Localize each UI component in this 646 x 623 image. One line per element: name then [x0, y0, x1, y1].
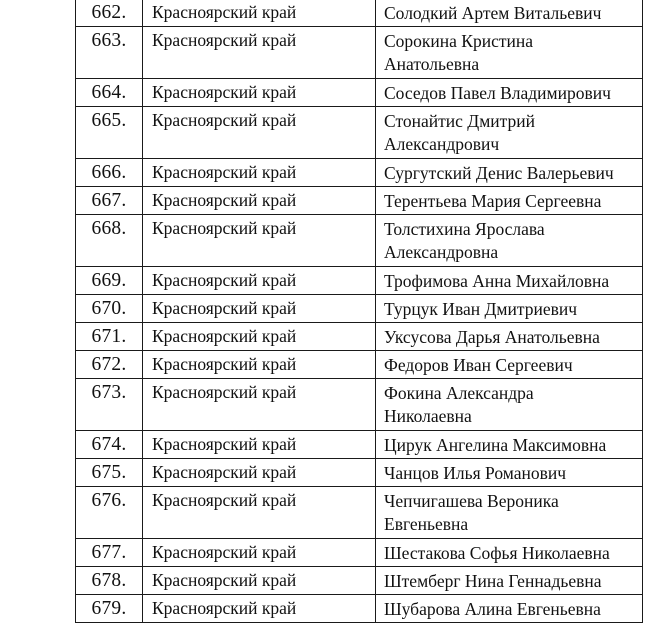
row-number: 672.: [76, 351, 143, 379]
table-row: [76, 539, 643, 567]
full-name-cell: [376, 595, 643, 623]
region-cell: Красноярский край: [143, 187, 376, 215]
region-cell: Красноярский край: [143, 567, 376, 595]
full-name-line: Солодкий Артем Витальевич: [384, 3, 602, 23]
table-row: [76, 187, 643, 215]
region-cell: Красноярский край: [143, 379, 376, 431]
table-row: [76, 487, 643, 539]
full-name-line: Александровна: [384, 242, 499, 262]
region-cell: Красноярский край: [143, 159, 376, 187]
full-name-cell: [376, 323, 643, 351]
full-name-cell: [376, 215, 643, 267]
row-number: 671.: [76, 323, 143, 351]
region-cell: Красноярский край: [143, 351, 376, 379]
table-row: [76, 0, 643, 27]
region-cell: Красноярский край: [143, 323, 376, 351]
full-name-cell: [376, 459, 643, 487]
full-name-cell: [376, 431, 643, 459]
region-cell: Красноярский край: [143, 459, 376, 487]
full-name-line: Сургутский Денис Валерьевич: [384, 163, 614, 183]
row-number: 664.: [76, 79, 143, 107]
full-name-cell: [376, 379, 643, 431]
row-number: 677.: [76, 539, 143, 567]
full-name-cell: [376, 567, 643, 595]
full-name-line: Анатольевна: [384, 54, 480, 74]
full-name-cell: [376, 351, 643, 379]
row-number: 673.: [76, 379, 143, 431]
table-row: [76, 295, 643, 323]
full-name-line: Терентьева Мария Сергеевна: [384, 191, 602, 211]
full-name-line: Шестакова Софья Николаевна: [384, 543, 610, 563]
full-name-line: Цирук Ангелина Максимовна: [384, 435, 607, 455]
full-name-line: Евгеньевна: [384, 514, 469, 534]
row-number: 662.: [76, 0, 143, 27]
region-cell: Красноярский край: [143, 295, 376, 323]
table-row: [76, 215, 643, 267]
full-name-line: Чанцов Илья Романович: [384, 463, 567, 483]
full-name-cell: [376, 487, 643, 539]
full-name-line: Александрович: [384, 134, 500, 154]
row-number: 679.: [76, 595, 143, 623]
table-row: [76, 567, 643, 595]
row-number: 667.: [76, 187, 143, 215]
row-number: 669.: [76, 267, 143, 295]
full-name-line: Сорокина Кристина: [384, 31, 533, 51]
row-number: 668.: [76, 215, 143, 267]
row-number: 665.: [76, 107, 143, 159]
full-name-line: Соседов Павел Владимирович: [384, 83, 611, 103]
region-cell: Красноярский край: [143, 267, 376, 295]
table-row: [76, 351, 643, 379]
full-name-line: Шубарова Алина Евгеньевна: [384, 599, 601, 619]
table-row: [76, 159, 643, 187]
row-number: 676.: [76, 487, 143, 539]
row-number: 675.: [76, 459, 143, 487]
row-number: 663.: [76, 27, 143, 79]
table-row: [76, 267, 643, 295]
region-cell: Красноярский край: [143, 215, 376, 267]
table-row: [76, 107, 643, 159]
full-name-cell: [376, 27, 643, 79]
region-cell: Красноярский край: [143, 27, 376, 79]
row-number: 674.: [76, 431, 143, 459]
full-name-cell: [376, 539, 643, 567]
region-cell: Красноярский край: [143, 79, 376, 107]
full-name-line: Николаевна: [384, 406, 472, 426]
region-cell: Красноярский край: [143, 487, 376, 539]
region-cell: Красноярский край: [143, 595, 376, 623]
full-name-cell: [376, 0, 643, 27]
participants-table-body: [76, 0, 643, 623]
full-name-cell: [376, 107, 643, 159]
full-name-line: Фокина Александра: [384, 383, 534, 403]
full-name-line: Толстихина Ярослава: [384, 219, 545, 239]
full-name-cell: [376, 295, 643, 323]
table-row: [76, 431, 643, 459]
region-cell: Красноярский край: [143, 0, 376, 27]
full-name-line: Турцук Иван Дмитриевич: [384, 299, 578, 319]
participants-table: [75, 0, 643, 623]
row-number: 678.: [76, 567, 143, 595]
row-number: 666.: [76, 159, 143, 187]
full-name-cell: [376, 187, 643, 215]
region-cell: Красноярский край: [143, 431, 376, 459]
full-name-line: Стонайтис Дмитрий: [384, 111, 535, 131]
table-row: [76, 79, 643, 107]
full-name-cell: [376, 79, 643, 107]
table-row: [76, 379, 643, 431]
region-cell: Красноярский край: [143, 539, 376, 567]
full-name-cell: [376, 267, 643, 295]
region-cell: Красноярский край: [143, 107, 376, 159]
table-row: [76, 459, 643, 487]
full-name-cell: [376, 159, 643, 187]
full-name-line: Трофимова Анна Михайловна: [384, 271, 610, 291]
full-name-line: Чепчигашева Вероника: [384, 491, 559, 511]
row-number: 670.: [76, 295, 143, 323]
full-name-line: Уксусова Дарья Анатольевна: [384, 327, 600, 347]
table-row: [76, 595, 643, 623]
full-name-line: Штемберг Нина Геннадьевна: [384, 571, 602, 591]
table-row: [76, 323, 643, 351]
table-row: [76, 27, 643, 79]
full-name-line: Федоров Иван Сергеевич: [384, 355, 573, 375]
